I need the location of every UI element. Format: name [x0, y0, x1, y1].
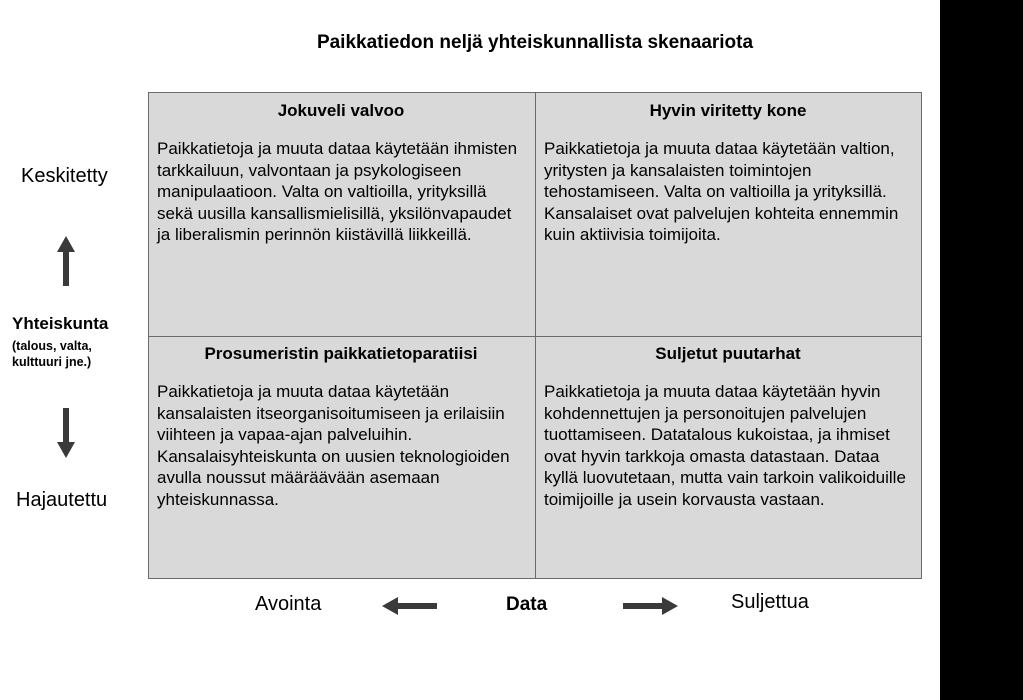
quadrant-title: Jokuveli valvoo — [277, 101, 405, 120]
quadrant-text: Paikkatietoja ja muuta dataa käytetään kansalaisten itseorganisoitumiseen ja erilaisiin viihteen ja vapaa-ajan palveluihin. Kansalaisyhteiskunta on uusien teknologioiden avulla noussut määräävään asemaan yhteiskunnassa. — [157, 382, 510, 509]
quadrant-bottom-right — [544, 344, 912, 510]
quadrant-bottom-left — [157, 344, 525, 510]
quadrant-title: Suljetut puutarhat — [655, 344, 801, 363]
diagram-title: Paikkatiedon neljä yhteiskunnallista skenaariota — [316, 32, 754, 53]
quadrant-top-left — [157, 101, 525, 246]
y-axis-top-label: Keskitetty — [21, 165, 108, 187]
quadrant-top-right — [544, 101, 912, 246]
quadrant-text: Paikkatietoja ja muuta dataa käytetään ihmisten tarkkailuun, valvontaan ja psykologiseen manipulaatioon. Valta on valtioilla, yrityksillä sekä uusilla kansallismielisillä, yksilönvapaudet ja liberalismin perinnön kiistävillä liikkeillä. — [157, 139, 518, 244]
x-axis-name: Data — [506, 594, 548, 615]
y-axis-bottom-label: Hajautettu — [16, 489, 108, 511]
arrow-right-icon — [623, 596, 678, 616]
quadrant-text: Paikkatietoja ja muuta dataa käytetään hyvin kohdennettujen ja personoitujen palvelujen tuottamiseen. Datatalous kukoistaa, ja ihmiset ovat hyvin tarkkoja omasta datastaan. Dataa kyllä luovutetaan, mutta vain tarkoin valikoiduille toimijoille ja usein korvausta vastaan. — [544, 382, 906, 509]
quadrant-title: Hyvin viritetty kone — [649, 101, 807, 120]
arrow-down-icon — [56, 408, 76, 458]
arrow-left-icon — [382, 596, 437, 616]
quadrant-title: Prosumeristin paikkatietoparatiisi — [204, 344, 478, 363]
y-axis-name: Yhteiskunta — [12, 314, 109, 333]
y-axis-subtitle: (talous, valta, kulttuuri jne.) — [12, 339, 92, 369]
x-axis-right-label: Suljettua — [731, 591, 809, 613]
arrow-up-icon — [56, 236, 76, 286]
horizontal-divider — [149, 336, 921, 337]
quadrant-grid — [148, 92, 922, 579]
x-axis-left-label: Avointa — [255, 593, 322, 615]
quadrant-text: Paikkatietoja ja muuta dataa käytetään valtion, yritysten ja kansalaisten toimintojen tehostamiseen. Valta on valtioilla ja yrityksillä. Kansalaiset ovat palvelujen kohteita ennemmin kuin aktiivisia toimijoita. — [544, 139, 899, 244]
